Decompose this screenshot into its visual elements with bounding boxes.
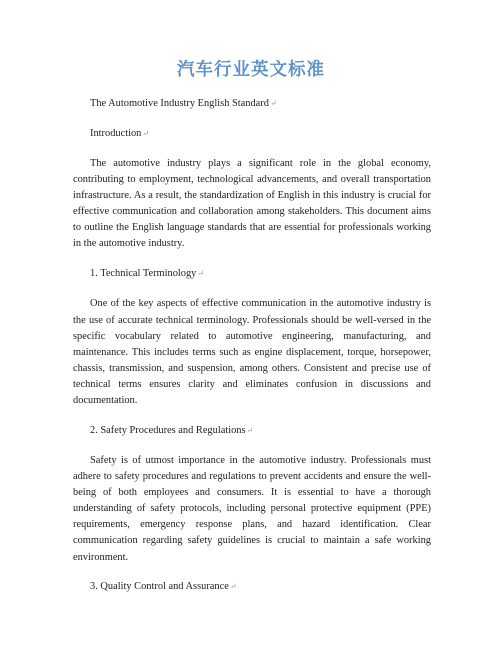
paragraph-mark: ↵ xyxy=(197,269,205,279)
paragraph-mark: ↵ xyxy=(142,128,150,138)
paragraph-introduction-body xyxy=(73,156,431,253)
paragraph-introduction-heading xyxy=(73,126,431,142)
paragraph-text: The Automotive Industry English Standard xyxy=(90,98,269,109)
paragraph-mark: ↵ xyxy=(246,425,254,435)
paragraph-subtitle xyxy=(73,96,431,112)
paragraph-text: One of the key aspects of effective communication in the automotive industry is the use of accurate technical terminology. Professionals should be well-versed in the specific vocabulary related to automotive engineering, manufacturing, and maintenance. This includes terms such as engine displacement, torque, horsepower, chassis, transmission, and suspension, among others. Consistent and precise use of technical terms ensures clarity and eliminates confusion in discussions and documentation. xyxy=(73,298,431,406)
paragraph-section-2-heading xyxy=(73,423,431,439)
paragraph-text: Introduction xyxy=(90,127,142,139)
paragraph-section-3-heading xyxy=(73,579,431,595)
paragraph-text: Safety is of utmost importance in the automotive industry. Professionals must adhere to safety procedures and regulations to prevent accidents and ensure the well-being of both employees and consumers. It is essential to have a thorough understanding of safety protocols, including personal protective equipment (PPE) requirements, emergency response plans, and hazard identification. Clear communication regarding safety guidelines is crucial to maintain a safe working environment. xyxy=(73,454,431,563)
paragraph-text: The automotive industry plays a significant role in the global economy, contributing to employment, technological advancements, and overall transportation infrastructure. As a result, the standardization of English in this industry is crucial for effective communication and collaboration among stakeholders. This document aims to outline the English language standards that are essential for professionals working in the automotive industry. xyxy=(73,157,431,250)
document-title: 汽车行业英文标准 xyxy=(177,60,325,80)
paragraph-section-2-body xyxy=(73,453,431,566)
document-body xyxy=(73,96,431,609)
paragraph-section-1-heading xyxy=(73,266,431,282)
paragraph-text: 3. Quality Control and Assurance xyxy=(90,581,229,593)
paragraph-text: 2. Safety Procedures and Regulations xyxy=(90,424,246,436)
paragraph-mark: ↵ xyxy=(229,582,237,592)
paragraph-text: 1. Technical Terminology xyxy=(90,268,197,280)
paragraph-mark: ↵ xyxy=(269,99,277,108)
paragraph-section-1-body xyxy=(73,296,431,409)
